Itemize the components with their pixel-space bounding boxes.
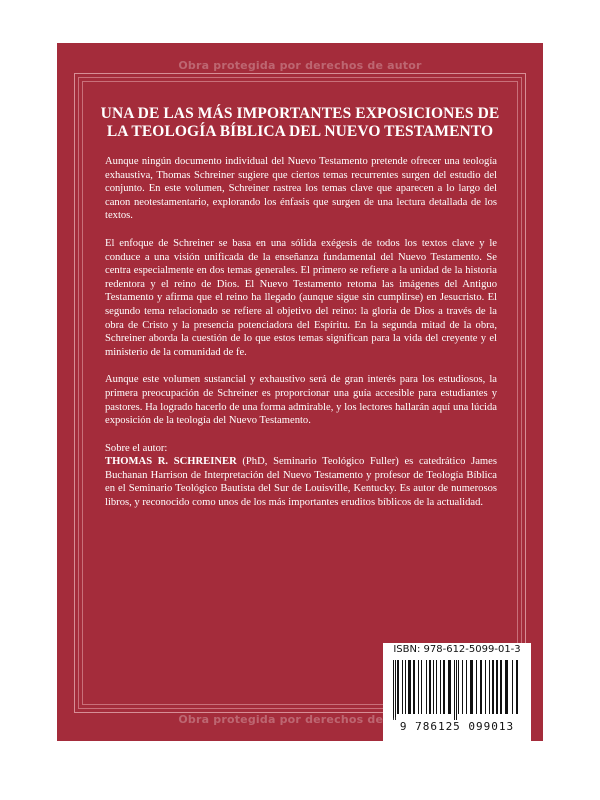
isbn-label: ISBN: 978-612-5099-01-3 — [393, 644, 521, 655]
about-author-label: Sobre el autor: — [105, 442, 168, 454]
headline-line-1: UNA DE LAS MÁS IMPORTANTES EXPOSICIONES DE — [100, 105, 500, 122]
headline-line-2: LA TEOLOGÍA BÍBLICA DEL NUEVO TESTAMENTO — [106, 123, 494, 140]
paragraph-2: El enfoque de Schreiner se basa en una sólida exégesis de todos los textos clave y le conduce a una visión unificada de la enseñanza fundamental del Nuevo Testamento. Se centra especialmente en dos temas generales. El primero se refiere a la unidad de la historia redentora y el reino de Dios. El Nuevo Testamento retoma las imágenes del Antiguo Testamento y afirma que el reino ha llegado (aunque sigue sin cumplirse) en Jesucristo. El segundo tema relacionado se refiere al objetivo del reino: la gloria de Dios a través de la obra de Cristo y la presencia potenciadora del Espíritu. En la segunda mitad de la obra, Schreiner aborda la cuestión de lo que estos temas significan para la vida del creyente y el ministerio de la comunidad de fe. — [105, 237, 497, 358]
watermark-top: Obra protegida por derechos de autor — [178, 59, 422, 72]
isbn-barcode — [383, 643, 531, 741]
author-name: THOMAS R. SCHREINER — [105, 456, 237, 468]
paragraph-1: Aunque ningún documento individual del Nuevo Testamento pretende ofrecer una teología exhaustiva, Thomas Schreiner sugiere que ciertos temas recurrentes surgen del estudio del conjunto. En este volumen, Schreiner rastrea los temas clave que aparecen a lo largo del canon neotestamentario, explorando los énfasis que surgen de una lectura detallada de los textos. — [105, 156, 497, 222]
blurb-body — [105, 155, 497, 524]
author-bio-text: (PhD, Seminario Teológico Fuller) es catedrático James Buchanan Harrison de Interpretación del Nuevo Testamento y profesor de Teología Bíblica en el Seminario Teológico Bautista del Sur de Louisville, Kentucky. Es autor de numerosos libros, y reconocido como unos de los más importantes eruditos bíblicos de la actualidad. — [105, 456, 498, 509]
author-bio — [105, 455, 497, 509]
cover-headline — [91, 105, 509, 141]
back-cover — [57, 43, 543, 741]
barcode-digits: 9 786125 099013 — [399, 720, 515, 733]
barcode-bars — [391, 660, 523, 720]
paragraph-3: Aunque este volumen sustancial y exhaustivo será de gran interés para los estudiosos, la primera preocupación de Schreiner es proporcionar una guía accesible para estudiantes y pastores. Ha logrado hacerlo de una forma admirable, y los lectores hallarán aquí una lúcida exposición de la teología del Nuevo Testamento. — [105, 374, 497, 427]
watermark-bottom: Obra protegida por derechos de autor — [178, 713, 422, 726]
